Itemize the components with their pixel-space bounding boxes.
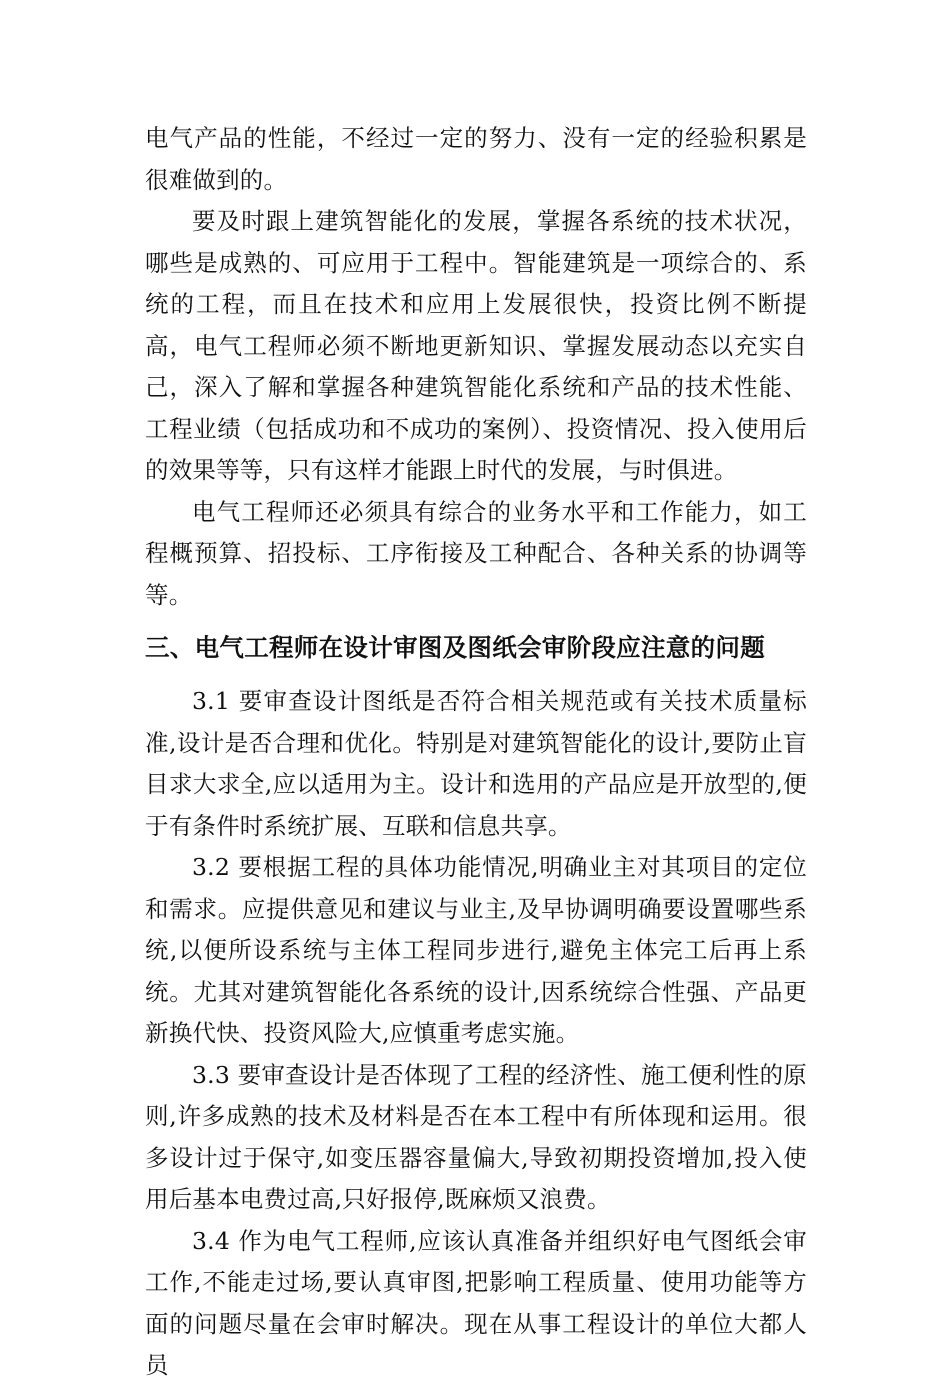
document-body	[145, 118, 807, 1387]
paragraph-comprehensive-ability: 电气工程师还必须具有综合的业务水平和工作能力，如工程概预算、招投标、工序衔接及工种配合、各种关系的协调等等。	[145, 497, 807, 609]
paragraph-3-2: 3.2 要根据工程的具体功能情况,明确业主对其项目的定位和需求。应提供意见和建议与业主,及早协调明确要设置哪些系统,以便所设系统与主体工程同步进行,避免主体完工后再上系统。尤其对建筑智能化各系统的设计,因系统综合性强、产品更新换代快、投资风险大,应慎重考虑实施。	[145, 853, 807, 1047]
paragraph-follow-development: 要及时跟上建筑智能化的发展，掌握各系统的技术状况，哪些是成熟的、可应用于工程中。智能建筑是一项综合的、系统的工程，而且在技术和应用上发展很快，投资比例不断提高，电气工程师必须不断地更新知识、掌握发展动态以充实自己，深入了解和掌握各种建筑智能化系统和产品的技术性能、工程业绩（包括成功和不成功的案例）、投资情况、投入使用后的效果等等，只有这样才能跟上时代的发展，与时俱进。	[145, 207, 807, 484]
paragraph-3-4: 3.4 作为电气工程师,应该认真准备并组织好电气图纸会审工作,不能走过场,要认真审图,把影响工程质量、使用功能等方面的问题尽量在会审时解决。现在从事工程设计的单位大都人员	[145, 1226, 807, 1379]
paragraph-3-3: 3.3 要审查设计是否体现了工程的经济性、施工便利性的原则,许多成熟的技术及材料是否在本工程中有所体现和运用。很多设计过于保守,如变压器容量偏大,导致初期投资增加,投入使用后基本电费过高,只好报停,既麻烦又浪费。	[145, 1060, 807, 1213]
paragraph-3-1: 3.1 要审查设计图纸是否符合相关规范或有关技术质量标准,设计是否合理和优化。特别是对建筑智能化的设计,要防止盲目求大求全,应以适用为主。设计和选用的产品应是开放型的,便于有条件时系统扩展、互联和信息共享。	[145, 687, 807, 840]
section-heading: 三、电气工程师在设计审图及图纸会审阶段应注意的问题	[145, 633, 765, 662]
paragraph-continued: 电气产品的性能，不经过一定的努力、没有一定的经验积累是很难做到的。	[145, 124, 807, 194]
